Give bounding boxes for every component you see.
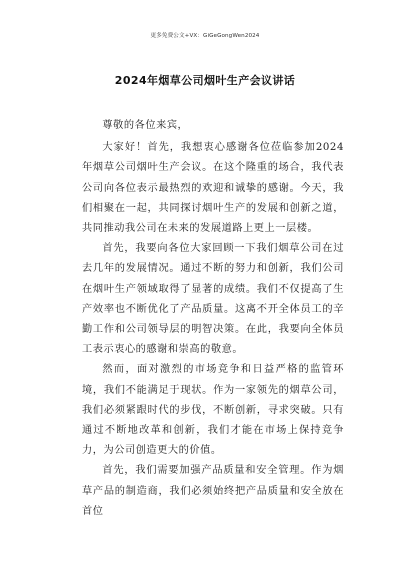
paragraph-3: 然而，面对激烈的市场竞争和日益严格的监管环境，我们不能满足于现状。作为一家领先的烟草公司，我们必须紧跟时代的步伐，不断创新，寻求突破。只有通过不断地改革和创新，我们才能在市场上保持竞争力，为公司创造更大的价值。 bbox=[82, 364, 344, 457]
paragraph-4: 首先，我们需要加强产品质量和安全管理。作为烟草产品的制造商，我们必须始终把产品质量和安全放在首位 bbox=[82, 465, 344, 517]
header-banner: 更多免费公文+VX：GiGeGongWen2024 bbox=[150, 33, 260, 39]
document-body bbox=[82, 116, 344, 522]
paragraph-2: 首先，我要向各位大家回顾一下我们烟草公司在过去几年的发展情况。通过不断的努力和创新，我们公司在烟叶生产领域取得了显著的成绩。我们不仅提高了生产效率也不断优化了产品质量。这离不开全体员工的辛勤工作和公司领导层的明智决策。在此，我要向全体员工表示衷心的感谢和崇高的敬意。 bbox=[82, 243, 344, 356]
document-title: 2024年烟草公司烟叶生产会议讲话 bbox=[114, 74, 296, 87]
salutation: 尊敬的各位来宾， bbox=[102, 120, 189, 131]
paragraph-1: 大家好！首先，我想衷心感谢各位莅临参加2024年烟草公司烟叶生产会议。在这个隆重的场合，我代表公司向各位表示最热烈的欢迎和诚挚的感谢。今天，我们相聚在一起，共同探讨烟叶生产的发展和创新之道，共同推动我公司在未来的发展道路上更上一层楼。 bbox=[82, 142, 344, 235]
